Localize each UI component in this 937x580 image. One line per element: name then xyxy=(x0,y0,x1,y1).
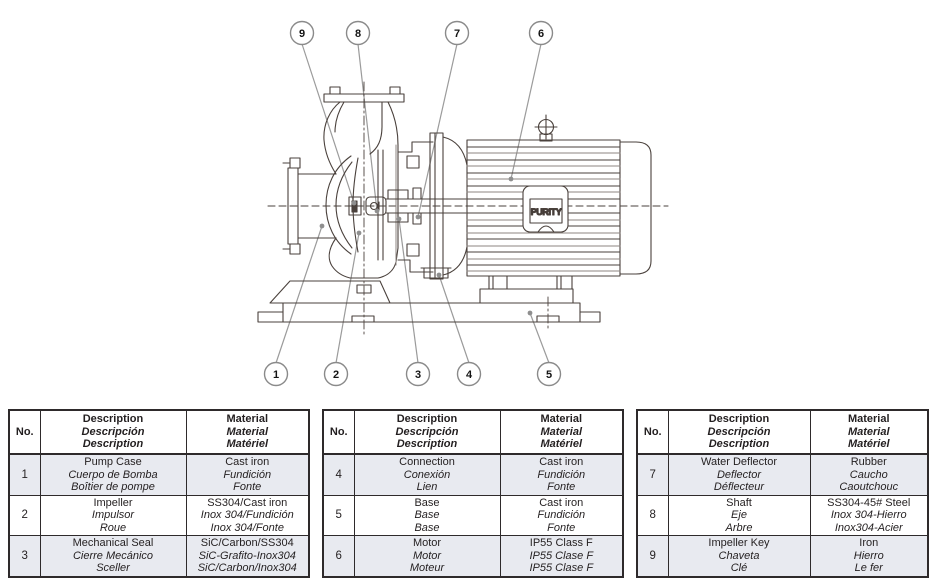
part-number: 5 xyxy=(323,495,354,536)
part-number: 3 xyxy=(9,536,40,577)
impeller xyxy=(336,150,386,260)
table-row xyxy=(637,536,928,577)
part-number: 4 xyxy=(323,454,354,495)
part-material: Rubber Caucho Caoutchouc xyxy=(810,454,928,495)
part-description: Mechanical Seal Cierre Mecánico Sceller xyxy=(40,536,186,577)
part-description: Impeller Key Chaveta Clé xyxy=(668,536,810,577)
table-row xyxy=(9,454,309,495)
header-no: No. xyxy=(637,410,668,454)
svg-text:3: 3 xyxy=(414,369,422,381)
callout-5 xyxy=(538,363,561,386)
header-description: Description Descripción Description xyxy=(354,410,500,454)
part-number: 7 xyxy=(637,454,668,495)
brand-logo-text: PURITY xyxy=(530,207,562,217)
callout-1 xyxy=(265,363,288,386)
header-no: No. xyxy=(9,410,40,454)
table-row xyxy=(323,495,623,536)
svg-text:6: 6 xyxy=(537,28,545,40)
motor-support-block xyxy=(480,289,573,303)
header-material: Material Material Matériel xyxy=(810,410,928,454)
part-description: Impeller Impulsor Roue xyxy=(40,495,186,536)
callout-9 xyxy=(291,22,314,45)
header-material: Material Material Matériel xyxy=(186,410,309,454)
part-material: Cast iron Fundición Fonte xyxy=(186,454,309,495)
svg-text:7: 7 xyxy=(453,28,461,40)
part-material: IP55 Class F IP55 Clase F IP55 Clase F xyxy=(500,536,623,577)
part-material: Cast iron Fundición Fonte xyxy=(500,495,623,536)
part-description: Motor Motor Moteur xyxy=(354,536,500,577)
svg-text:9: 9 xyxy=(298,28,306,40)
part-material: Iron Hierro Le fer xyxy=(810,536,928,577)
header-description: Description Descripción Description xyxy=(40,410,186,454)
centerlines xyxy=(268,82,668,334)
part-number: 2 xyxy=(9,495,40,536)
motor-feet xyxy=(480,276,573,303)
part-number: 9 xyxy=(637,536,668,577)
part-material: SS304-45# Steel Inox 304-Hierro Inox304-Acier xyxy=(810,495,928,536)
callout-4 xyxy=(458,363,481,386)
svg-text:4: 4 xyxy=(465,369,473,381)
part-number: 1 xyxy=(9,454,40,495)
header-material: Material Material Matériel xyxy=(500,410,623,454)
table-row xyxy=(9,495,309,536)
table-row xyxy=(637,454,928,495)
svg-text:8: 8 xyxy=(354,28,362,40)
part-material: Cast iron Fundición Fonte xyxy=(500,454,623,495)
svg-text:1: 1 xyxy=(272,369,280,381)
part-description: Pump Case Cuerpo de Bomba Boîtier de pompe xyxy=(40,454,186,495)
callout-2 xyxy=(325,363,348,386)
part-number: 8 xyxy=(637,495,668,536)
part-description: Shaft Eje Arbre xyxy=(668,495,810,536)
table-header-row xyxy=(323,410,623,454)
svg-text:2: 2 xyxy=(332,369,340,381)
svg-text:5: 5 xyxy=(545,369,553,381)
table-header-row xyxy=(9,410,309,454)
part-description: Connection Conexión Lien xyxy=(354,454,500,495)
part-material: SiC/Carbon/SS304 SiC-Grafito-Inox304 SiC/Carbon/Inox304 xyxy=(186,536,309,577)
callout-8 xyxy=(347,22,370,45)
part-description: Water Deflector Deflector Déflecteur xyxy=(668,454,810,495)
pump-pedestal xyxy=(270,281,390,303)
base-plate xyxy=(258,303,600,322)
parts-table-1 xyxy=(8,409,310,578)
header-description: Description Descripción Description xyxy=(668,410,810,454)
leader-lines xyxy=(276,44,549,363)
parts-table-2 xyxy=(322,409,624,578)
parts-table-3 xyxy=(636,409,929,578)
part-number: 6 xyxy=(323,536,354,577)
motor xyxy=(443,115,651,303)
table-row xyxy=(637,495,928,536)
table-row xyxy=(9,536,309,577)
table-header-row xyxy=(637,410,928,454)
table-row xyxy=(323,536,623,577)
motor-end-cap xyxy=(620,142,651,274)
header-no: No. xyxy=(323,410,354,454)
part-material: SS304/Cast iron Inox 304/Fundición Inox 304/Fonte xyxy=(186,495,309,536)
table-row xyxy=(323,454,623,495)
callout-6 xyxy=(530,22,553,45)
part-description: Base Base Base xyxy=(354,495,500,536)
eyebolt xyxy=(535,115,557,141)
motor-nameplate xyxy=(523,186,568,232)
callout-3 xyxy=(407,363,430,386)
callout-7 xyxy=(446,22,469,45)
